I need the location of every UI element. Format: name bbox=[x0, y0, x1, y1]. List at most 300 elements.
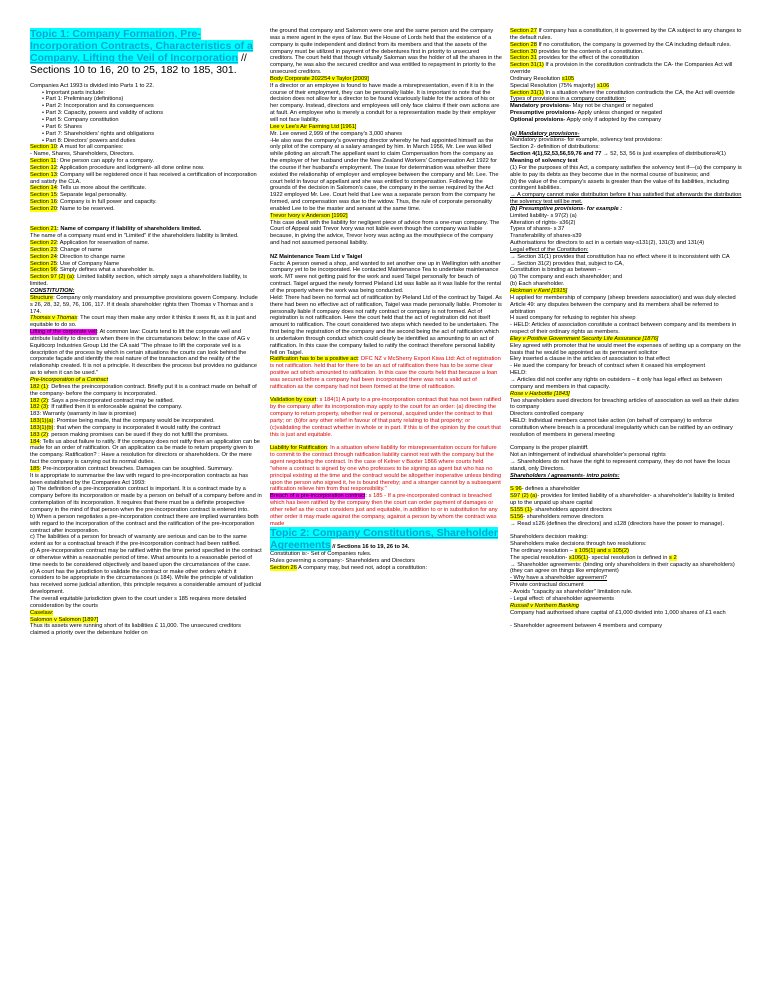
text-paragraph bbox=[510, 302, 742, 316]
paragraph-gap bbox=[510, 616, 742, 623]
paragraph-lead: Section 11 bbox=[30, 158, 57, 165]
paragraph-lead: Section 96 bbox=[30, 267, 57, 274]
paragraph-lead: • Important parts include: bbox=[42, 89, 106, 96]
paragraph-lead: Section 26 bbox=[270, 565, 297, 572]
paragraph-gap bbox=[30, 213, 262, 220]
paragraph-lead: (b) Each shareholder. bbox=[510, 281, 565, 288]
paragraph-text: In a situation where the constitution contradicts the CA, the Act will override bbox=[543, 89, 735, 96]
paragraph-lead: -He also was the company's governing director whereby he had appointed himself as the only pilot of the company at a salary arranged by him. In March 1956, Mr. Lee was killed while piloting an aircraft.The appellant want to claim Compensation from the company as the employer of her husband under the New Zealand Workers' Compensation Act 1922 for the course if her husband's employment. The issue for determination was whether there existed the relationship of employer and employee between the company and Mr. Lee. The court held in favour of appellant and she was entitled to compensation. Following the grounds of the decision in Salomon's case, the company in the sense required by the Act 1922 employed Mr. Lee. Court held that Lee was a separate person from the company he formed, and compensation was due to the widow. Thus, the rule of corporate personality enabled Lee to be the master and servant at the same time. bbox=[270, 137, 499, 212]
paragraph-lead: NZ Maintenance Team Ltd v Taigel bbox=[270, 253, 363, 260]
column-right bbox=[510, 28, 742, 978]
paragraph-text: : Company is in full power and capacity. bbox=[56, 199, 157, 206]
text-paragraph bbox=[30, 596, 262, 610]
paragraph-text: : Name of company if liability of shareholders limited. bbox=[56, 226, 202, 233]
text-paragraph bbox=[510, 165, 742, 179]
text-paragraph bbox=[30, 83, 262, 90]
paragraph-lead: Company had authorised share capital of £1,000 divided into 1,000 shares of £1 each bbox=[510, 609, 726, 616]
paragraph-lead: Mandatory provisions- for example, solvency test provisions: bbox=[510, 137, 663, 144]
paragraph-lead: Validation by court bbox=[270, 397, 317, 404]
paragraph-text: - special resolution is defined in bbox=[588, 554, 670, 561]
paragraph-lead: 183: Warranty (warranty in law is promise) bbox=[30, 411, 137, 418]
paragraph-lead: Transferability of shares-s39 bbox=[510, 233, 582, 240]
text-paragraph bbox=[30, 124, 262, 131]
paragraph-lead: Types of shares- s 37 bbox=[510, 226, 565, 233]
paragraph-lead: Constitution is binding as between – bbox=[510, 267, 602, 274]
paragraph-text: - provides for limited liability of a shareholder- a shareholder's liability is limited up to the unpaid up share capital bbox=[510, 493, 735, 507]
paragraph-lead: Section 10 bbox=[30, 144, 57, 151]
paragraph-gap bbox=[270, 247, 502, 254]
paragraph-lead: Not an infringement of individual shareholder's personal rights bbox=[510, 452, 666, 459]
text-paragraph bbox=[510, 582, 742, 589]
paragraph-lead: Hickman v Kent [1915] bbox=[510, 288, 568, 295]
text-paragraph bbox=[30, 514, 262, 535]
paragraph-lead: S97 (2) (a) bbox=[510, 493, 538, 500]
text-paragraph bbox=[30, 254, 262, 261]
text-paragraph bbox=[510, 76, 742, 83]
text-paragraph bbox=[30, 377, 262, 384]
paragraph-lead: H applied for membership of company (sheep breeders association) and was duly elected bbox=[510, 294, 736, 301]
paragraph-lead: S 96 bbox=[510, 486, 522, 493]
paragraph-text: : Use of Company Name bbox=[56, 260, 120, 267]
paragraph-ref: s106(1) bbox=[568, 554, 589, 561]
document-page bbox=[30, 28, 742, 978]
text-paragraph bbox=[270, 493, 502, 527]
text-paragraph bbox=[510, 541, 742, 548]
text-paragraph bbox=[30, 226, 262, 233]
paragraph-lead: - Avoids "capacity as shareholder" limitation rule. bbox=[510, 589, 633, 595]
text-paragraph bbox=[510, 391, 742, 398]
text-paragraph bbox=[30, 610, 262, 617]
text-paragraph bbox=[510, 247, 742, 254]
paragraph-gap bbox=[270, 439, 502, 446]
paragraph-text: A company may, but need not, adopt a constitution: bbox=[296, 565, 428, 572]
text-paragraph bbox=[30, 411, 262, 418]
paragraph-text: : Tells us more about the certificate. bbox=[56, 185, 147, 192]
text-paragraph bbox=[270, 261, 502, 295]
text-paragraph bbox=[30, 144, 262, 151]
text-paragraph bbox=[270, 220, 502, 247]
text-paragraph bbox=[510, 534, 742, 541]
paragraph-lead: Section 16 bbox=[30, 199, 57, 206]
text-paragraph bbox=[30, 261, 262, 268]
paragraph-lead: The name of a company must end in "Limited" if the shareholders liability is limited. bbox=[30, 233, 239, 240]
paragraph-lead: Liability for Ratification bbox=[270, 445, 327, 452]
paragraph-lead: Section 21 bbox=[30, 226, 57, 233]
paragraph-lead: Rules governing a company:- Shareholders and Directors bbox=[270, 558, 415, 565]
paragraph-lead: - He sued the company for breach of contract when it ceased his employment bbox=[510, 363, 706, 370]
paragraph-lead: Shareholders decision making: bbox=[510, 534, 588, 541]
text-paragraph bbox=[30, 267, 262, 274]
text-paragraph bbox=[30, 466, 262, 473]
paragraph-lead: - Shareholder agreement between 4 members and company bbox=[510, 623, 663, 630]
paragraph-lead: → Shareholder agreements: (binding only shareholders in their capacity as shareholders) (they can agree on things like employment) bbox=[510, 561, 735, 575]
text-paragraph bbox=[510, 493, 742, 507]
paragraph-lead: • Part 1: Preliminary (definitions) bbox=[42, 96, 124, 103]
text-paragraph bbox=[30, 398, 262, 405]
paragraph-lead: Breach of a pre-incorporation contract bbox=[270, 493, 366, 500]
text-paragraph bbox=[270, 131, 502, 138]
paragraph-lead: the ground that company and Salomon were one and the same person and the company was a mere agent in the eyes of law. But the House of Lords held that the existence of a company is quite independent and distinct from its members and that the assets of the company must be utilized in payment of the debentures first in priority to unsecured creditors. The court held that though virtually Saloman was the holder of all the shares in the company, he was also the secured creditor and was entitled to repayment in priority to the unsecured creditors. bbox=[270, 28, 502, 76]
text-paragraph bbox=[30, 548, 262, 569]
text-paragraph bbox=[510, 261, 742, 268]
paragraph-text: : Company only mandatory and presumptive provisions govern Company. Include s 26, 28, 32, 59, 76, 106, 117. If it deals shareholder rights then Thomas v Thomas and s 174. bbox=[30, 294, 258, 315]
text-paragraph bbox=[510, 562, 742, 576]
text-paragraph bbox=[270, 138, 502, 213]
text-paragraph bbox=[30, 295, 262, 316]
text-paragraph bbox=[510, 110, 742, 117]
paragraph-gap bbox=[510, 124, 742, 131]
paragraph-text: : Tells us about failure to ratify. If the company does not ratify then an application can be made for an order of ratification. Or an application ca be made to return property given to the company. Ratification? : Have a resolution for directors or shareholders. Or the mere fact the company is carrying out its normal duties. bbox=[30, 438, 260, 466]
text-paragraph bbox=[510, 151, 742, 165]
paragraph-text: : Application for reservation of name. bbox=[56, 240, 150, 247]
paragraph-lead: • Part 5: Company constitution bbox=[42, 117, 119, 124]
paragraph-lead: Section 28 bbox=[510, 41, 537, 48]
paragraph-lead: Section 14 bbox=[30, 185, 57, 192]
text-paragraph bbox=[510, 96, 742, 103]
text-paragraph bbox=[510, 411, 742, 418]
text-paragraph bbox=[270, 565, 502, 572]
text-paragraph bbox=[270, 76, 502, 83]
paragraph-lead: Topic 1: Company Formation, Pre-Incorporation Contracts, Characteristics of a Company, Lifting the Veil of Incorporation bbox=[30, 28, 253, 64]
text-paragraph bbox=[510, 610, 742, 617]
paragraph-text: : Direction to change name bbox=[56, 253, 125, 260]
text-paragraph bbox=[510, 322, 742, 336]
text-paragraph bbox=[510, 377, 742, 391]
text-paragraph bbox=[270, 124, 502, 131]
text-paragraph bbox=[510, 192, 742, 206]
paragraph-lead: • Part 8: Directors' powers and duties bbox=[42, 137, 136, 144]
text-paragraph bbox=[30, 425, 262, 432]
paragraph-lead: Caselaw: bbox=[30, 609, 54, 616]
text-paragraph bbox=[270, 28, 502, 76]
text-paragraph bbox=[510, 363, 742, 370]
text-paragraph bbox=[510, 274, 742, 281]
paragraph-lead: → Section 31(2) provides that, subject to CA, bbox=[510, 260, 624, 267]
text-paragraph bbox=[510, 548, 742, 555]
paragraph-lead: e) A court has the jurisdiction to validate the contract or make other orders which it considers to be appropriate in the circumstances (s 184). While the principle of validation has received some judicial attention, this principle requires a considerable amount of judicial development. bbox=[30, 568, 262, 596]
text-paragraph bbox=[30, 96, 262, 103]
text-paragraph bbox=[270, 551, 502, 558]
text-paragraph bbox=[30, 439, 262, 466]
paragraph-lead: 182 (2) bbox=[30, 397, 49, 404]
paragraph-text: If no constitution, the company is governed by the CA including default rules. bbox=[536, 41, 732, 48]
text-paragraph bbox=[30, 404, 262, 411]
text-paragraph bbox=[30, 384, 262, 398]
paragraph-lead: Section 25 bbox=[30, 260, 57, 267]
paragraph-text: If a provision in the constitution contradicts the CA- the Companies Act will override bbox=[510, 62, 733, 76]
paragraph-lead: Special Resolution (75% majority) bbox=[510, 82, 597, 89]
paragraph-ref: s105 bbox=[561, 75, 575, 82]
paragraph-lead: S155 (1) bbox=[510, 506, 532, 513]
paragraph-lead: Lifting of the corporate veil bbox=[30, 329, 97, 336]
paragraph-text: : If ratified then it is enforceable against the company. bbox=[48, 404, 183, 411]
paragraph-text: : Pre-incorporation contract breaches. Damages can be soughted. Summary. bbox=[39, 465, 233, 472]
text-paragraph bbox=[510, 62, 742, 76]
paragraph-lead: Private contractual document bbox=[510, 582, 584, 589]
text-paragraph bbox=[30, 247, 262, 254]
text-paragraph bbox=[30, 131, 262, 138]
paragraph-lead: Legal effect of the Constitution: bbox=[510, 246, 589, 253]
text-paragraph bbox=[510, 575, 742, 582]
text-paragraph bbox=[30, 329, 262, 377]
paragraph-lead: Shareholders make decisions through two resolutions: bbox=[510, 541, 647, 548]
text-paragraph bbox=[30, 117, 262, 124]
text-paragraph bbox=[510, 356, 742, 363]
paragraph-lead: HELD: Individual members cannot take action (on behalf of company) to enforce constitution where breach is a procedural irregularity which can be ratified by an ordinary resolution of members in general meeting bbox=[510, 418, 733, 438]
paragraph-lead: 182 (3) bbox=[30, 404, 49, 411]
paragraph-lead: → Read s126 (defines the directors) and s128 (directors have the power to manage). bbox=[510, 520, 725, 527]
paragraph-lead: a) The definition of a pre-incorporation contract is important. It is a contract made by a company before its incorporation or made by a person on behalf of a company before and in contemplation of its incorporation. It requires that there must be a definite prospective company in the mind of that person when the pre-incorporation contract is entered into. bbox=[30, 486, 262, 514]
text-paragraph bbox=[510, 240, 742, 247]
paragraph-lead: 184 bbox=[30, 438, 40, 445]
paragraph-lead: → Articles did not confer any rights on outsiders – it only has legal effect as between company and members in that capacity. bbox=[510, 376, 723, 390]
column-middle bbox=[270, 28, 502, 978]
paragraph-text: provides for the contents of a constitution. bbox=[536, 48, 644, 55]
paragraph-text: : s 184(1) A party to a pre-incorporation contract that has not been ratified by the company after its incorporation may apply to the court for an order: (a) directing the company to return property, whether real or personal, acquired under the contract to that party; or: (b)for any other relief in favour of that party relating to that property; or (c)validating the contract whether in whole or in part. If this is of the opinion by the court that this is just and equitable. bbox=[270, 397, 502, 438]
paragraph-lead: It is appropriate to summarise the law with regard to pre-incorporation contracts as has been established by the Companies Act 1993: bbox=[30, 472, 249, 486]
paragraph-text: // Sections 16 to 19, 26 to 34. bbox=[330, 544, 410, 551]
text-paragraph bbox=[30, 418, 262, 425]
paragraph-lead: Company is the proper plaintiff. bbox=[510, 445, 589, 452]
text-paragraph bbox=[510, 343, 742, 357]
paragraph-text: : At common law: Courts tend to lift the corporate veil and attribute liability to directors when there in the circumstances below: In the case of AG v Equiticorp Industries Group Ltd the CA said "The phrase to lift the corporate veil is a description of the process by which in certain situations the courts can look behind the corporate façade and identify the real nature of the transaction and the reality of the relationship created. It is not a principle. It describes the process but provides no guidance as to when it can be used." bbox=[30, 329, 257, 377]
paragraph-lead: The ordinary resolution – bbox=[510, 547, 575, 554]
paragraph-lead: Section 20 bbox=[30, 205, 57, 212]
text-paragraph bbox=[510, 418, 742, 439]
text-paragraph bbox=[510, 83, 742, 90]
paragraph-lead: Mr. Lee owned 2,999 of the company's 3,000 shares bbox=[270, 130, 402, 137]
paragraph-lead: Section 12 bbox=[30, 164, 57, 171]
paragraph-lead: Structure bbox=[30, 294, 54, 301]
text-paragraph bbox=[30, 90, 262, 97]
text-paragraph bbox=[30, 192, 262, 199]
text-paragraph bbox=[510, 370, 742, 377]
paragraph-lead: The special resolution- bbox=[510, 554, 569, 561]
paragraph-text: : person making promises can be sued if they do not fulfill the promises. bbox=[48, 431, 229, 438]
text-paragraph bbox=[510, 452, 742, 459]
paragraph-text: : One person can apply for a company. bbox=[56, 158, 155, 165]
paragraph-ref: s 105(1) and s 105(2) bbox=[574, 547, 629, 554]
text-paragraph bbox=[30, 151, 262, 158]
paragraph-text: - shareholders appoint directors bbox=[531, 506, 612, 513]
paragraph-lead: Section 23 bbox=[30, 246, 57, 253]
paragraph-lead: c) The liabilities of a person for breach of warranty are serious and can be to the same extent as for a contractual breach if the pre-incorporation contract had been ratified. bbox=[30, 534, 247, 548]
paragraph-lead: 183 (2) bbox=[30, 431, 49, 438]
paragraph-ref: s106 bbox=[596, 82, 610, 89]
paragraph-text: // Sections 10 to 16, 20 to 25, 182 to 185, 301. bbox=[30, 52, 247, 76]
paragraph-lead: Eley agreed with promoter that he would meet the expenses of setting up a company on the basis that he would be appointed as its permanent solicitor bbox=[510, 342, 741, 356]
paragraph-text: If company has a constitution, it is governed by the CA subject to any changes to the default rules. bbox=[510, 28, 742, 41]
paragraph-text: : Limited liability section, which simply says a shareholders liability, is limited. bbox=[30, 274, 248, 288]
text-paragraph bbox=[510, 281, 742, 288]
paragraph-gap bbox=[30, 220, 262, 227]
paragraph-lead: → A company cannot make distribution before it has satisfied that afterwards the distribution the solvency test will be met. bbox=[510, 192, 742, 206]
text-paragraph bbox=[30, 138, 262, 145]
paragraph-lead: Russell v Northern Banking bbox=[510, 602, 579, 609]
paragraph-lead: b) When a person negotiates a pre-incorporation contract there are implied warranties both with regard to the incorporation of the contract and the ratification of the pre-incorporation contract after incorporation. bbox=[30, 513, 259, 534]
text-paragraph bbox=[510, 28, 742, 42]
paragraph-text: May not be changed or negated bbox=[571, 103, 653, 110]
paragraph-text: : Simply defines what a shareholder is. bbox=[56, 267, 155, 274]
text-paragraph bbox=[510, 473, 742, 480]
text-paragraph bbox=[30, 240, 262, 247]
column-left bbox=[30, 28, 262, 978]
text-paragraph bbox=[510, 315, 742, 322]
paragraph-text: : The court may then make any order it thinks it sees fit, as it is just and equitable to do so. bbox=[30, 315, 256, 329]
paragraph-lead: Section 31 bbox=[510, 55, 537, 62]
text-paragraph bbox=[30, 158, 262, 165]
text-paragraph bbox=[510, 103, 742, 110]
paragraph-lead: • Part 6: Shares bbox=[42, 123, 82, 130]
text-paragraph bbox=[510, 233, 742, 240]
paragraph-lead: - Why have a shareholder agreement? bbox=[510, 575, 608, 582]
text-paragraph bbox=[30, 569, 262, 596]
paragraph-lead: H sued company for refusing to register his sheep bbox=[510, 315, 636, 322]
text-paragraph bbox=[30, 199, 262, 206]
text-paragraph bbox=[30, 172, 262, 186]
paragraph-text: - defines a shareholder bbox=[521, 486, 580, 493]
text-paragraph bbox=[510, 555, 742, 562]
paragraph-lead: Section 97 (2) (a) bbox=[30, 274, 74, 281]
text-paragraph bbox=[510, 179, 742, 193]
paragraph-lead: Limited liability- s 97(2) (a) bbox=[510, 212, 577, 219]
paragraph-text: : DFC NZ v McSherry Export Kiwa Ltd: Act of registration is not ratification. held that for there to be an act of ratification there has to be some clear positive act which amounted to ratification. In this case the courts held that because a loan was secured before a company had been incorporated there was not a valid act of ratification as the company had not been formed at the time of ratification. bbox=[270, 356, 501, 390]
paragraph-lead: Rose v Harbottle [1843] bbox=[510, 390, 570, 397]
paragraph-lead: Section 13 bbox=[30, 171, 57, 178]
text-paragraph bbox=[510, 336, 742, 343]
paragraph-lead: Section 2- definition of distributions: bbox=[510, 144, 600, 151]
text-paragraph bbox=[270, 356, 502, 390]
paragraph-lead: Directors controlled company bbox=[510, 411, 584, 418]
paragraph-lead: Shareholders / agreements- intro points: bbox=[510, 472, 620, 479]
paragraph-lead: • Part 3: Capacity, powers and validity of actions bbox=[42, 110, 164, 117]
text-paragraph bbox=[510, 131, 742, 138]
paragraph-lead: 185 bbox=[30, 465, 40, 472]
paragraph-lead: (1) For the purposes of this Act, a company satisfies the solvency test if—(a) the company is able to pay its debts as they become due in the normal course of business; and bbox=[510, 164, 742, 178]
text-paragraph bbox=[510, 507, 742, 514]
text-paragraph bbox=[30, 103, 262, 110]
text-paragraph bbox=[510, 459, 742, 473]
paragraph-lead: (b) the value of the company's assets is greater than the value of its liabilities, including contingent liabilities. bbox=[510, 178, 729, 192]
text-paragraph bbox=[30, 206, 262, 213]
paragraph-lead: Presumptive provisions- bbox=[510, 110, 577, 117]
paragraph-lead: - Legal effect: of shareholder agreements bbox=[510, 595, 614, 602]
text-paragraph bbox=[510, 55, 742, 62]
paragraph-lead: Companies Act 1993 is divided into Parts 1 to 22. bbox=[30, 82, 154, 89]
text-paragraph bbox=[510, 42, 742, 49]
paragraph-gap bbox=[510, 480, 742, 487]
text-paragraph bbox=[510, 288, 742, 295]
paragraph-lead: S156 bbox=[510, 513, 524, 520]
text-paragraph bbox=[30, 432, 262, 439]
text-paragraph bbox=[30, 534, 262, 548]
text-paragraph bbox=[510, 206, 742, 213]
paragraph-lead: CONSTITUTION: bbox=[30, 288, 75, 295]
paragraph-lead: Ratification has to be a positive act bbox=[270, 356, 358, 363]
text-paragraph bbox=[30, 617, 262, 624]
paragraph-lead: 182 (1) bbox=[30, 383, 49, 390]
text-paragraph bbox=[270, 558, 502, 565]
paragraph-lead: (a) Mandatory provisions- bbox=[510, 130, 580, 137]
text-paragraph bbox=[30, 110, 262, 117]
text-paragraph bbox=[270, 527, 502, 551]
text-paragraph bbox=[30, 233, 262, 240]
paragraph-text: : s 185 - If a pre-incorporated contract is breached which has been ratified by the company then the court can order payment of damages or other relief as the court considers just and equitable, in addition to or in substitution for any other order it may made against the company, against a person by whom the contract was made bbox=[270, 493, 498, 527]
paragraph-text: provides for the effect of the constitution bbox=[536, 55, 640, 62]
paragraph-gap bbox=[270, 391, 502, 398]
paragraph-text: : Company will be registered once it has received a certification of incorporation and satisfy the CLA. bbox=[30, 171, 257, 185]
text-paragraph bbox=[510, 49, 742, 56]
paragraph-lead: Eley inserted a clause in the articles of association to that effect bbox=[510, 356, 670, 363]
paragraph-text: : Change of name bbox=[56, 246, 103, 253]
paragraph-text: : Name to be reserved. bbox=[56, 205, 115, 212]
paragraph-lead: If a director or an employee is found to have made a misrepresentation, even if it is in the course of their employment, they can be personally liable. It is important to note that the decision does not allow for a director to be found vicariously liable for the actions of his or her company. Instead, directors and employees will only face claims if their own actions are at fault. An employee who is merely a conduit for a representation made by their employer will not face liability. bbox=[270, 82, 500, 123]
text-paragraph bbox=[510, 596, 742, 603]
text-paragraph bbox=[30, 623, 262, 637]
paragraph-text: : Defines the preincorporation contract. Briefly put it is a contract made on behalf of the company- before the company is incorporated. bbox=[30, 383, 257, 397]
text-paragraph bbox=[30, 28, 262, 76]
paragraph-lead: Section 24 bbox=[30, 253, 57, 260]
text-paragraph bbox=[510, 220, 742, 227]
paragraph-text: → 52, 53, 56 is just examples of distributions4(1) bbox=[601, 151, 726, 158]
paragraph-gap bbox=[30, 76, 262, 83]
paragraph-ref: s 2 bbox=[669, 554, 677, 561]
paragraph-lead: → Section 31(1) provides that constitution has no effect where it is inconsistent with CA bbox=[510, 253, 730, 260]
paragraph-lead: 183(1)(a) bbox=[30, 418, 54, 425]
paragraph-lead: 183(1)(b) bbox=[30, 424, 54, 431]
text-paragraph bbox=[510, 445, 742, 452]
paragraph-lead: Held: There had been no formal act of ratification by Pieland Ltd of the contract by Taigel. As there had been no effective act of ratification, Taigel was made personally liable. Promoter is personally liable if company does not ratify contract or company is not formed. Act of registration is not ratification. Here the court held that the act of registration did not itself amount to ratification. The court considered two steps which needed to be undertaken. The first being the registration of the company and the second being the act of ratification which is undertaken through conduct which could clearly be identified as amounting to an act of ratification. In this case the company failed to ratify the contract therefore personal liability fell on Taigel. bbox=[270, 294, 502, 356]
text-paragraph bbox=[270, 445, 502, 493]
paragraph-lead: This case dealt with the liability for negligent piece of advice from a one-man company. The Court of Appeal said Trevor Ivory was not liable even though the company was liable because, in giving the advice, Trevor Ivory was acting as the mouthpiece of the company and had not assumed personal liability. bbox=[270, 219, 500, 247]
paragraph-lead: Topic 2: Company Constitutions, Shareholder Agreements bbox=[270, 527, 498, 552]
text-paragraph bbox=[30, 165, 262, 172]
text-paragraph bbox=[510, 226, 742, 233]
paragraph-text: Apply only if adopted by the company bbox=[565, 116, 662, 123]
paragraph-lead: Eley v Positive Government Security Life Assurance [1876] bbox=[510, 335, 659, 342]
paragraph-lead: Constitution is:- Set of Companies rules. bbox=[270, 551, 372, 558]
paragraph-lead: Lee v Lee's Air Farming Ltd [1961] bbox=[270, 123, 357, 130]
paragraph-lead: • Part 2: Incorporation and its consequences bbox=[42, 103, 154, 110]
paragraph-lead: Types of provisions in a company constitution: bbox=[510, 96, 627, 103]
paragraph-text: : Application procedure and lodgment- all done online now. bbox=[56, 164, 205, 171]
paragraph-lead: Section 15 bbox=[30, 192, 57, 199]
text-paragraph bbox=[510, 521, 742, 528]
paragraph-lead: Optional provisions- bbox=[510, 116, 566, 123]
paragraph-lead: Facts: A person owned a shop, and wanted to set another one up in Wellington with another company yet to be incorporated. He contacted Maintenance Tea to undertake maintenance work. MT were not getting paid for the work and sued Taigel personally for beach of contract. Taigel argued the newly formed Pieland Ltd was liable as it was liable for the rental of the property where the work was being conducted. bbox=[270, 260, 501, 295]
paragraph-text: : that when the company is incorporated it would ratify the contract bbox=[53, 424, 221, 431]
paragraph-lead: Thomas v Thomas bbox=[30, 315, 78, 322]
text-paragraph bbox=[510, 267, 742, 274]
paragraph-gap bbox=[510, 439, 742, 446]
paragraph-lead: Article 49: any disputes between the company and its members shall be referred to arbitration bbox=[510, 301, 719, 315]
paragraph-lead: d) A pre-incorporation contract may be ratified within the time period specified in the contract or otherwise within a reasonable period of time. What amounts to a reasonable period of time needs to be considered objectively and based upon the circumstances of the case. bbox=[30, 548, 262, 568]
paragraph-term: Meaning of solvency test bbox=[510, 157, 578, 164]
paragraph-gap bbox=[510, 527, 742, 534]
text-paragraph bbox=[510, 213, 742, 220]
paragraph-text: : Separate legal personality. bbox=[56, 192, 127, 199]
text-paragraph bbox=[510, 603, 742, 610]
paragraph-text: Apply unless changed or negated bbox=[576, 110, 663, 117]
text-paragraph bbox=[510, 589, 742, 596]
text-paragraph bbox=[510, 623, 742, 630]
text-paragraph bbox=[510, 144, 742, 151]
paragraph-lead: Section 4(1),52,53,56,59,76 and 77 bbox=[510, 151, 602, 158]
text-paragraph bbox=[30, 274, 262, 288]
paragraph-text: - shareholders remove directors bbox=[523, 513, 604, 520]
paragraph-lead: Trevor Ivory v Anderson [1992] bbox=[270, 212, 348, 219]
paragraph-text: : Promise being made, that the company would be incorporated. bbox=[53, 418, 215, 425]
